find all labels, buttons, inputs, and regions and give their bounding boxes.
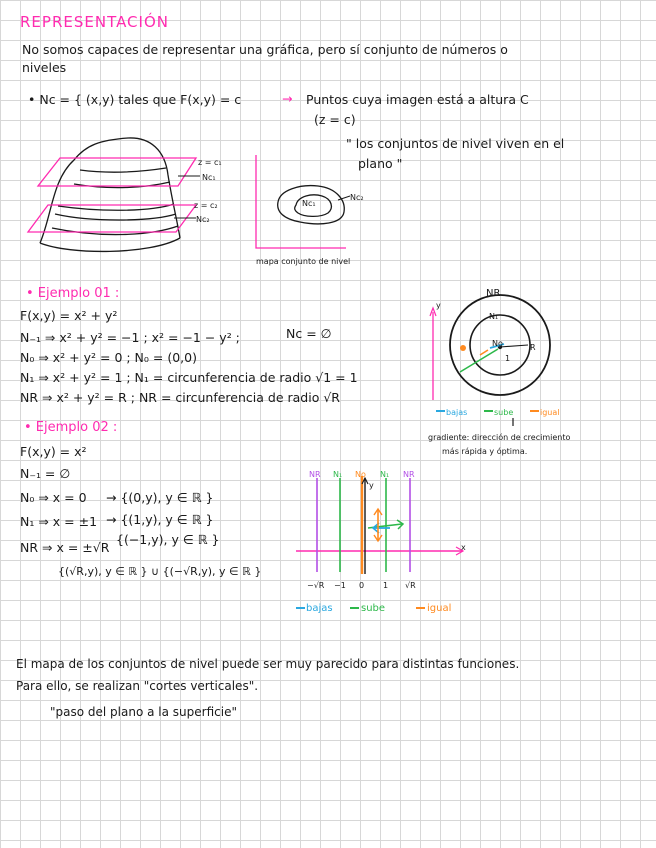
- legend-bajas-1: bajas: [446, 408, 468, 417]
- example-01-line-1b: Nc = ∅: [286, 326, 332, 341]
- gradient-note-1: gradiente: dirección de crecimiento: [428, 433, 571, 442]
- example-02-line-3: NR ⇒ x = ±√R: [20, 540, 110, 555]
- tick-pos-r: √R: [405, 581, 416, 590]
- legend-igual-2: igual: [427, 603, 452, 614]
- tick-neg-r: −√R: [307, 581, 325, 590]
- quote-line-2: plano ": [358, 156, 403, 171]
- circle-label-r: R: [530, 343, 536, 352]
- level-map-nc1: Nc₁: [302, 199, 316, 208]
- nc-definition: • Nc = { (x,y) tales que F(x,y) = c: [28, 92, 242, 107]
- example-01-function: F(x,y) = x² + y²: [20, 308, 118, 323]
- quote-line-1: " los conjuntos de nivel viven en el: [346, 136, 565, 151]
- tick-zero: 0: [359, 581, 365, 590]
- example-02-line-2: N₁ ⇒ x = ±1: [20, 514, 98, 529]
- level-map-caption: mapa conjunto de nivel: [256, 257, 351, 266]
- circle-label-one: 1: [505, 354, 511, 363]
- legend-bajas-2: bajas: [306, 603, 333, 614]
- example-02-line-1: N₀ ⇒ x = 0: [20, 490, 87, 505]
- radius-green: [460, 349, 498, 372]
- tick-one: 1: [383, 581, 389, 590]
- example-02-line-2b: → {(1,y), y ∈ ℝ }: [106, 512, 214, 527]
- example-01-line-1: N₋₁ ⇒ x² + y² = −1 ; x² = −1 − y² ;: [20, 330, 240, 345]
- nc-z-equals-c: (z = c): [314, 112, 356, 127]
- vlines-label-n1-right: N₁: [380, 470, 390, 479]
- vlines-label-nr-left: NR: [309, 470, 321, 479]
- circle-label-n1: N₁: [489, 312, 499, 321]
- label-nc2: Nc₂: [196, 215, 210, 224]
- gradient-note-2: más rápida y óptima.: [442, 447, 528, 456]
- level-map-nc2: Nc₂: [350, 193, 364, 202]
- orange-point: [460, 345, 466, 351]
- example-01-line-2: N₀ ⇒ x² + y² = 0 ; N₀ = (0,0): [20, 350, 197, 365]
- label-z-c2: z = c₂: [194, 201, 218, 210]
- vlines-label-x: x: [461, 543, 466, 552]
- surface-outline: [40, 138, 180, 243]
- example-02-title: • Ejemplo 02 :: [24, 420, 118, 435]
- example-01-line-3: N₁ ⇒ x² + y² = 1 ; N₁ = circunferencia de radio √1 = 1: [20, 370, 358, 385]
- legend-igual-1: igual: [540, 408, 560, 417]
- circle-label-y: y: [436, 301, 441, 310]
- label-nc1: Nc₁: [202, 173, 216, 182]
- example-02-line-0: N₋₁ = ∅: [20, 466, 71, 481]
- surface-figure: [40, 138, 180, 252]
- intro-line-2: niveles: [22, 60, 67, 75]
- arrow-glyph: →: [282, 91, 293, 106]
- circle-label-no: No: [492, 339, 503, 348]
- vlines-label-n1-left: N₁: [333, 470, 343, 479]
- example-02-line-1b: → {(0,y), y ∈ ℝ }: [106, 490, 214, 505]
- label-z-c1: z = c₁: [198, 158, 222, 167]
- closing-line-2: Para ello, se realizan "cortes verticales".: [16, 679, 259, 693]
- example-01-line-4: NR ⇒ x² + y² = R ; NR = circunferencia de radio √R: [20, 390, 340, 405]
- legend-sube-1: sube: [494, 408, 514, 417]
- example-01-title: • Ejemplo 01 :: [26, 286, 120, 301]
- legend-sube-2: sube: [361, 603, 386, 614]
- example-02-function: F(x,y) = x²: [20, 444, 87, 459]
- closing-quote: "paso del plano a la superficie": [50, 705, 237, 719]
- intro-line-1: No somos capaces de representar una gráfica, pero sí conjunto de números o: [22, 42, 508, 57]
- example-02-line-3b: {(√R,y), y ∈ ℝ } ∪ {(−√R,y), y ∈ ℝ }: [58, 565, 262, 578]
- circle-label-nr: NR: [486, 288, 501, 299]
- vlines-label-nr-right: NR: [403, 470, 415, 479]
- example-02-line-2c: {(−1,y), y ∈ ℝ }: [116, 532, 220, 547]
- level-map-axes: [256, 155, 346, 248]
- page-title: REPRESENTACIÓN: [20, 13, 169, 31]
- surface-base: [40, 238, 180, 251]
- closing-line-1: El mapa de los conjuntos de nivel puede ser muy parecido para distintas funciones.: [16, 657, 520, 671]
- vertical-lines-figure: [296, 476, 463, 574]
- vlines-label-y: y: [369, 481, 374, 490]
- radius-line: [500, 345, 528, 347]
- tick-neg-1: −1: [334, 581, 346, 590]
- nc-meaning: Puntos cuya imagen está a altura C: [306, 92, 529, 107]
- vlines-label-no: No: [355, 470, 366, 479]
